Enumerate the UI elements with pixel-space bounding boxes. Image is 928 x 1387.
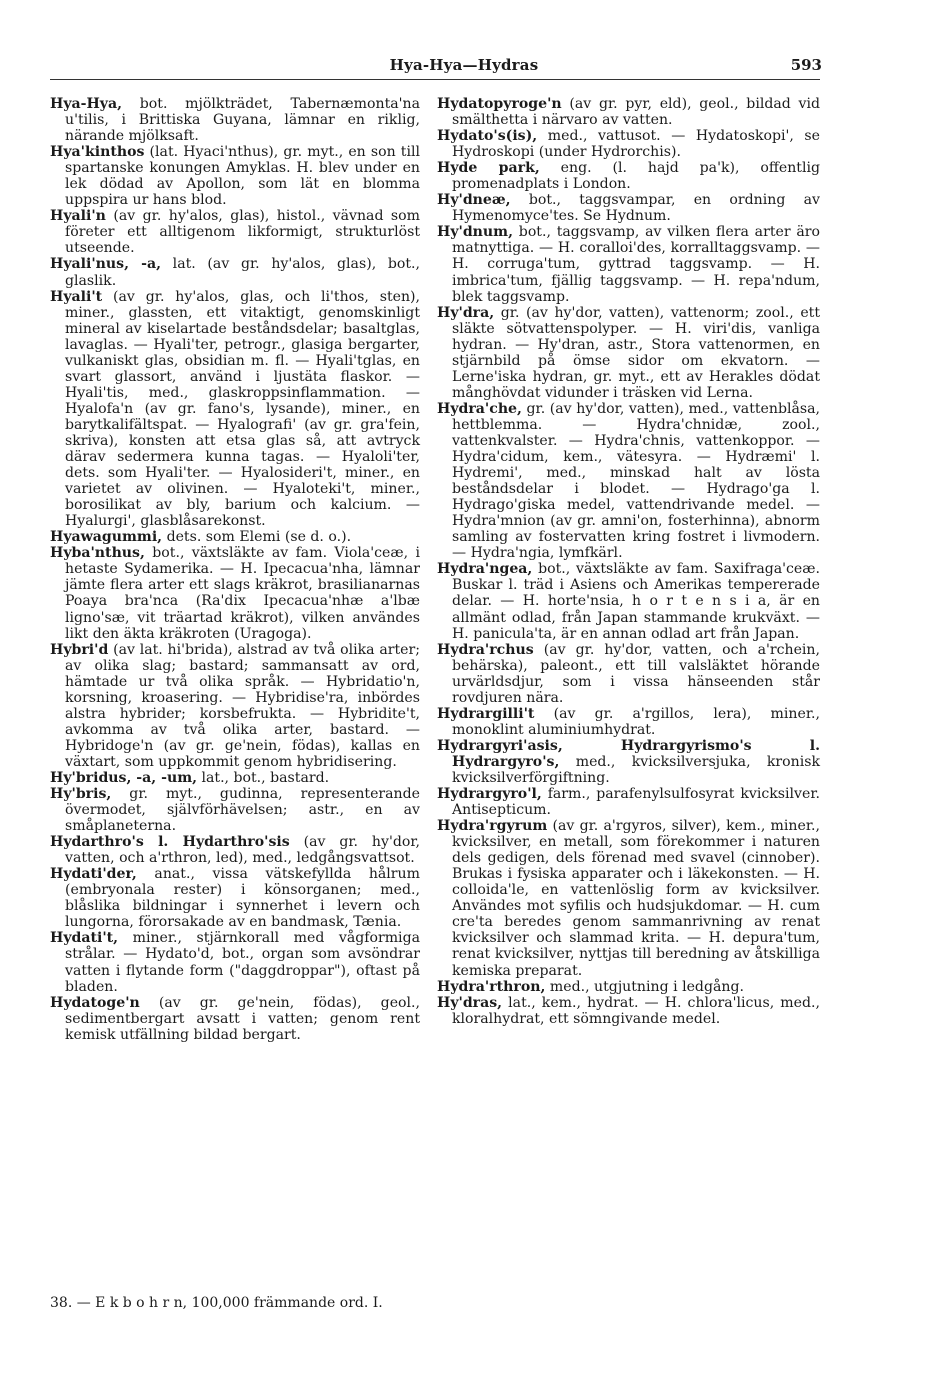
- footer-signature: 38. — E k b o h r n, 100,000 främmande ord. I.: [50, 1295, 383, 1311]
- entry-headword: Hya'kinthos: [50, 144, 145, 161]
- entry-headword: Hyba'nthus,: [50, 545, 145, 562]
- dictionary-entry: [437, 305, 820, 401]
- entry-headword: Hydarthro's l. Hydarthro'sis: [50, 834, 290, 851]
- entry-headword: Hydati't,: [50, 930, 119, 947]
- dictionary-entry: [437, 192, 820, 224]
- entry-headword: Hydrargilli't: [437, 705, 535, 722]
- entry-definition: farm., parafenylsulfosyrat kvicksilver. Antisepticum.: [452, 786, 820, 819]
- entry-definition: bot., växtsläkte av fam. Viola'ceæ, i hetaste Sydamerika. — H. Ipecacua'nha, lämnar jämte flera arter ett slags kräkrot, brasilianarnas Poaya bra'nca (Ra'dix Ipecacua'nhæ a'lbæ ligno'sæ, vit träartad kräkrot), vilken användes likt den äkta kräkroten (Uragoga).: [65, 545, 420, 642]
- dictionary-entry: [50, 289, 420, 530]
- dictionary-entry: [50, 144, 420, 208]
- dictionary-entry: [437, 160, 820, 192]
- entry-definition: bot., växtsläkte av fam. Saxifraga'ceæ. Buskar l. träd i Asiens och Amerikas tempererade delar. — H. horte'nsia, h o r t e n s i a, är en allmänt odlad, från Japan stammande krukväxt. — H. panicula'ta, är en annan odlad art från Japan.: [452, 561, 820, 642]
- entry-definition: lat., kem., hydrat. — H. chlora'licus, med., kloralhydrat, ett sömngivande medel.: [452, 994, 820, 1027]
- page-number: 593: [790, 56, 822, 74]
- dictionary-entry: [437, 224, 820, 304]
- entry-definition: (av gr. hy'alos, glas), histol., vävnad som företer ett alltigenom likformigt, strukturlöst utseende.: [65, 208, 420, 257]
- entry-definition: gr. (av hy'dor, vatten), med., vattenblåsa, hettblemma. — Hydra'chnidæ, zool., vattenkvalster. — Hydra'chnis, vattenkoppor. — Hydra'cidum, kem., vätesyra. — Hydræmi' l. Hydremi', med., minskad halt av lösta beståndsdelar i blodet. — Hydrago'ga l. Hydrago'giska medel, vattendrivande medel. — Hydra'mnion (av gr. amni'on, fosterhinna), abnorm samling av fostervatten kring fostret i livmodern. — Hydra'ngia, lymfkärl.: [452, 400, 820, 562]
- entry-headword: Hydra'rthron,: [437, 978, 546, 995]
- entry-definition: (av gr. hy'dor, vatten, och a'rchein, behärska), paleont., ett till valsläktet hörande urvärldsdjur, som i vissa hänseenden står rovdjuren nära.: [452, 641, 820, 706]
- entry-headword: Hy'dra,: [437, 304, 495, 321]
- dictionary-entry: [437, 738, 820, 786]
- entry-definition: miner., stjärnkorall med vågformiga strålar. — Hydato'd, bot., organ som avsöndrar vatten i flytande form ("daggdroppar"), oftast på bladen.: [65, 930, 420, 995]
- left-column: [50, 96, 420, 1043]
- entry-definition: (av lat. hi'brida), alstrad av två olika arter; av olika slag; bastard; sammansatt av ord, hämtade ur två olika språk. — Hybridatio'n, korsning, kroasering. — Hybridise'ra, inbördes alstra hybrider; korsbefrukta. — Hybridite't, avkomma av två olika arter, bastard. — Hybridoge'n (av gr. ge'nein, födas), kallas en växtart, som uppkommit genom hybridisering.: [65, 641, 420, 770]
- entry-definition: (av gr. hy'alos, glas, och li'thos, sten), miner., glassten, ett vitaktigt, genomskinligt mineral av kiselartade beståndsdelar; basaltglas, lavaglas. — Hyali'ter, petrogr., glasiga bergarter, vulkaniskt glas, obsidian m. fl. — Hyali'tglas, en svart glassort, använd i ljustäta flaskor. — Hyali'tis, med., glaskroppsinflammation. — Hyalofa'n (av gr. fano's, lysande), miner., en barytkalifältspat. — Hyalografi' (av gr. gra'fein, skriva), konsten att etsa glas så, att avtryck därav sedermera kunna tagas. — Hyaloli'ter, dets. som Hyali'ter. — Hyalosideri't, miner., en varietet av olivinen. — Hyaloteki't, miner., borosilikat av bly, barium och kalcium. — Hyalurgi', glasblåsarekonst.: [65, 288, 420, 530]
- entry-definition: gr. (av hy'dor, vatten), vattenorm; zool., ett släkte sötvattenspolyper. — H. viri'dis, vanliga hydran. — Hy'dran, astr., Stora vattenormen, en stjärnbild på ömse sidor om ekvatorn. — Lerne'iska hydran, gr. myt., ett av Herakles dödat månghövdat vidunder i träsken vid Lerna.: [452, 304, 820, 401]
- entry-headword: Hyali't: [50, 288, 103, 305]
- right-column: [437, 96, 820, 1027]
- dictionary-entry: [50, 96, 420, 144]
- entry-definition: (av gr. pyr, eld), geol., bildad vid smälthetta i närvaro av vatten.: [452, 96, 820, 129]
- entry-headword: Hy'dneæ,: [437, 192, 511, 209]
- entry-headword: Hya-Hya,: [50, 96, 123, 112]
- entry-definition: anat., vissa vätskefyllda hålrum (embryonala rester) i könsorganen; med., blåslika bildningar i synnerhet i levern och lungorna, förorsakade av en bandmask, Tænia.: [65, 866, 420, 931]
- entry-definition: gr. myt., gudinna, representerande övermodet, självförhävelsen; astr., en av småplaneterna.: [65, 786, 420, 835]
- entry-headword: Hyde park,: [437, 160, 540, 177]
- entry-headword: Hy'dnum,: [437, 224, 513, 241]
- entry-definition: dets. som Elemi (se d. o.).: [162, 529, 352, 546]
- page-header: [0, 52, 928, 78]
- dictionary-entry: [50, 529, 420, 545]
- entry-definition: med., kvicksilversjuka, kronisk kvicksilverförgiftning.: [452, 753, 820, 786]
- dictionary-entry: [50, 642, 420, 770]
- entry-headword: Hydra'rgyrum: [437, 818, 548, 835]
- entry-definition: lat., bot., bastard.: [197, 769, 330, 786]
- dictionary-entry: [437, 642, 820, 706]
- entry-headword: Hydati'der,: [50, 866, 137, 883]
- dictionary-entry: [437, 561, 820, 641]
- entry-headword: Hydrargyro'l,: [437, 786, 542, 803]
- entry-headword: Hydra'che,: [437, 400, 522, 417]
- entry-headword: Hydato's(is),: [437, 128, 538, 145]
- dictionary-entry: [50, 256, 420, 288]
- dictionary-entry: [437, 979, 820, 995]
- dictionary-entry: [50, 786, 420, 834]
- entry-definition: bot., taggsvamp, av vilken flera arter äro matnyttiga. — H. coralloi'des, korralltaggsvamp. — H. corruga'tum, gyttrad taggsvamp. — H. imbrica'tum, fjällig taggsvamp. — H. repa'ndum, blek taggsvamp.: [452, 224, 820, 305]
- entry-headword: Hydatoge'n: [50, 994, 140, 1011]
- dictionary-entry: [50, 208, 420, 256]
- dictionary-entry: [50, 930, 420, 994]
- entry-definition: bot. mjölkträdet, Tabernæmonta'na u'tilis, i Brittiska Guyana, lämnar en riklig, närande mjölksaft.: [65, 96, 420, 145]
- entry-definition: med., vattusot. — Hydatoskopi', se Hydroskopi (under Hydrorchis).: [452, 128, 820, 161]
- entry-definition: bot., taggsvampar, en ordning av Hymenomyce'tes. Se Hydnum.: [452, 192, 820, 225]
- dictionary-entry: [437, 128, 820, 160]
- entry-definition: lat. (av gr. hy'alos, glas), bot., glaslik.: [65, 256, 420, 289]
- entry-headword: Hyali'nus, -a,: [50, 256, 161, 273]
- entry-headword: Hy'dras,: [437, 994, 503, 1011]
- entry-definition: (av gr. a'rgyros, silver), kem., miner., kvicksilver, en metall, som förekommer i naturen dels gedigen, dels förenad med svavel (cinnober). Brukas i fysiska apparater och i läkekonsten. — H. colloida'le, en vattenlöslig form av kvicksilver. Användes mot syfilis och hudsjukdomar. — H. cum cre'ta beredes genom sammanrivning av renat kvicksilver och slammad krita. — H. depura'tum, renat kvicksilver, nyttjas till beredning av åtskilliga kemiska preparat.: [452, 818, 820, 979]
- entry-headword: Hydra'ngea,: [437, 561, 533, 578]
- dictionary-entry: [50, 545, 420, 641]
- entry-definition: eng. (l. hajd pa'k), offentlig promenadplats i London.: [452, 160, 820, 193]
- dictionary-entry: [437, 96, 820, 128]
- entry-headword: Hybri'd: [50, 641, 109, 658]
- entry-headword: Hy'bris,: [50, 786, 112, 803]
- entry-definition: med., utgjutning i ledgång.: [545, 978, 744, 995]
- entry-headword: Hydatopyroge'n: [437, 96, 562, 112]
- dictionary-entry: [50, 834, 420, 866]
- dictionary-entry: [50, 770, 420, 786]
- dictionary-entry: [50, 995, 420, 1043]
- entry-definition: (av gr. hy'dor, vatten, och a'rthron, led), med., ledgångsvattsot.: [65, 834, 420, 867]
- entry-headword: Hy'bridus, -a, -um,: [50, 769, 198, 786]
- entry-headword: Hydrargyri'asis, Hydrargyrismo's l. Hydrargyro's,: [437, 737, 820, 770]
- dictionary-entry: [437, 401, 820, 561]
- entry-definition: (av gr. ge'nein, födas), geol., sedimentbergart avsatt i vatten; genom rent kemisk utfällning bildad bergart.: [65, 994, 420, 1043]
- dictionary-entry: [437, 818, 820, 978]
- header-rule: [50, 79, 820, 80]
- dictionary-entry: [437, 995, 820, 1027]
- entry-headword: Hydra'rchus: [437, 641, 534, 658]
- entry-headword: Hyali'n: [50, 208, 106, 225]
- entry-definition: (av gr. a'rgillos, lera), miner., monoklint aluminiumhydrat.: [452, 705, 820, 738]
- entry-definition: (lat. Hyaci'nthus), gr. myt., en son till spartanske konungen Amyklas. H. blev under en lek dödad av Apollon, som lät en blomma uppspira ur hans blod.: [65, 144, 420, 209]
- running-head: Hya-Hya—Hydras: [389, 56, 539, 74]
- dictionary-entry: [437, 706, 820, 738]
- dictionary-entry: [437, 786, 820, 818]
- dictionary-entry: [50, 866, 420, 930]
- entry-headword: Hyawagummi,: [50, 529, 163, 546]
